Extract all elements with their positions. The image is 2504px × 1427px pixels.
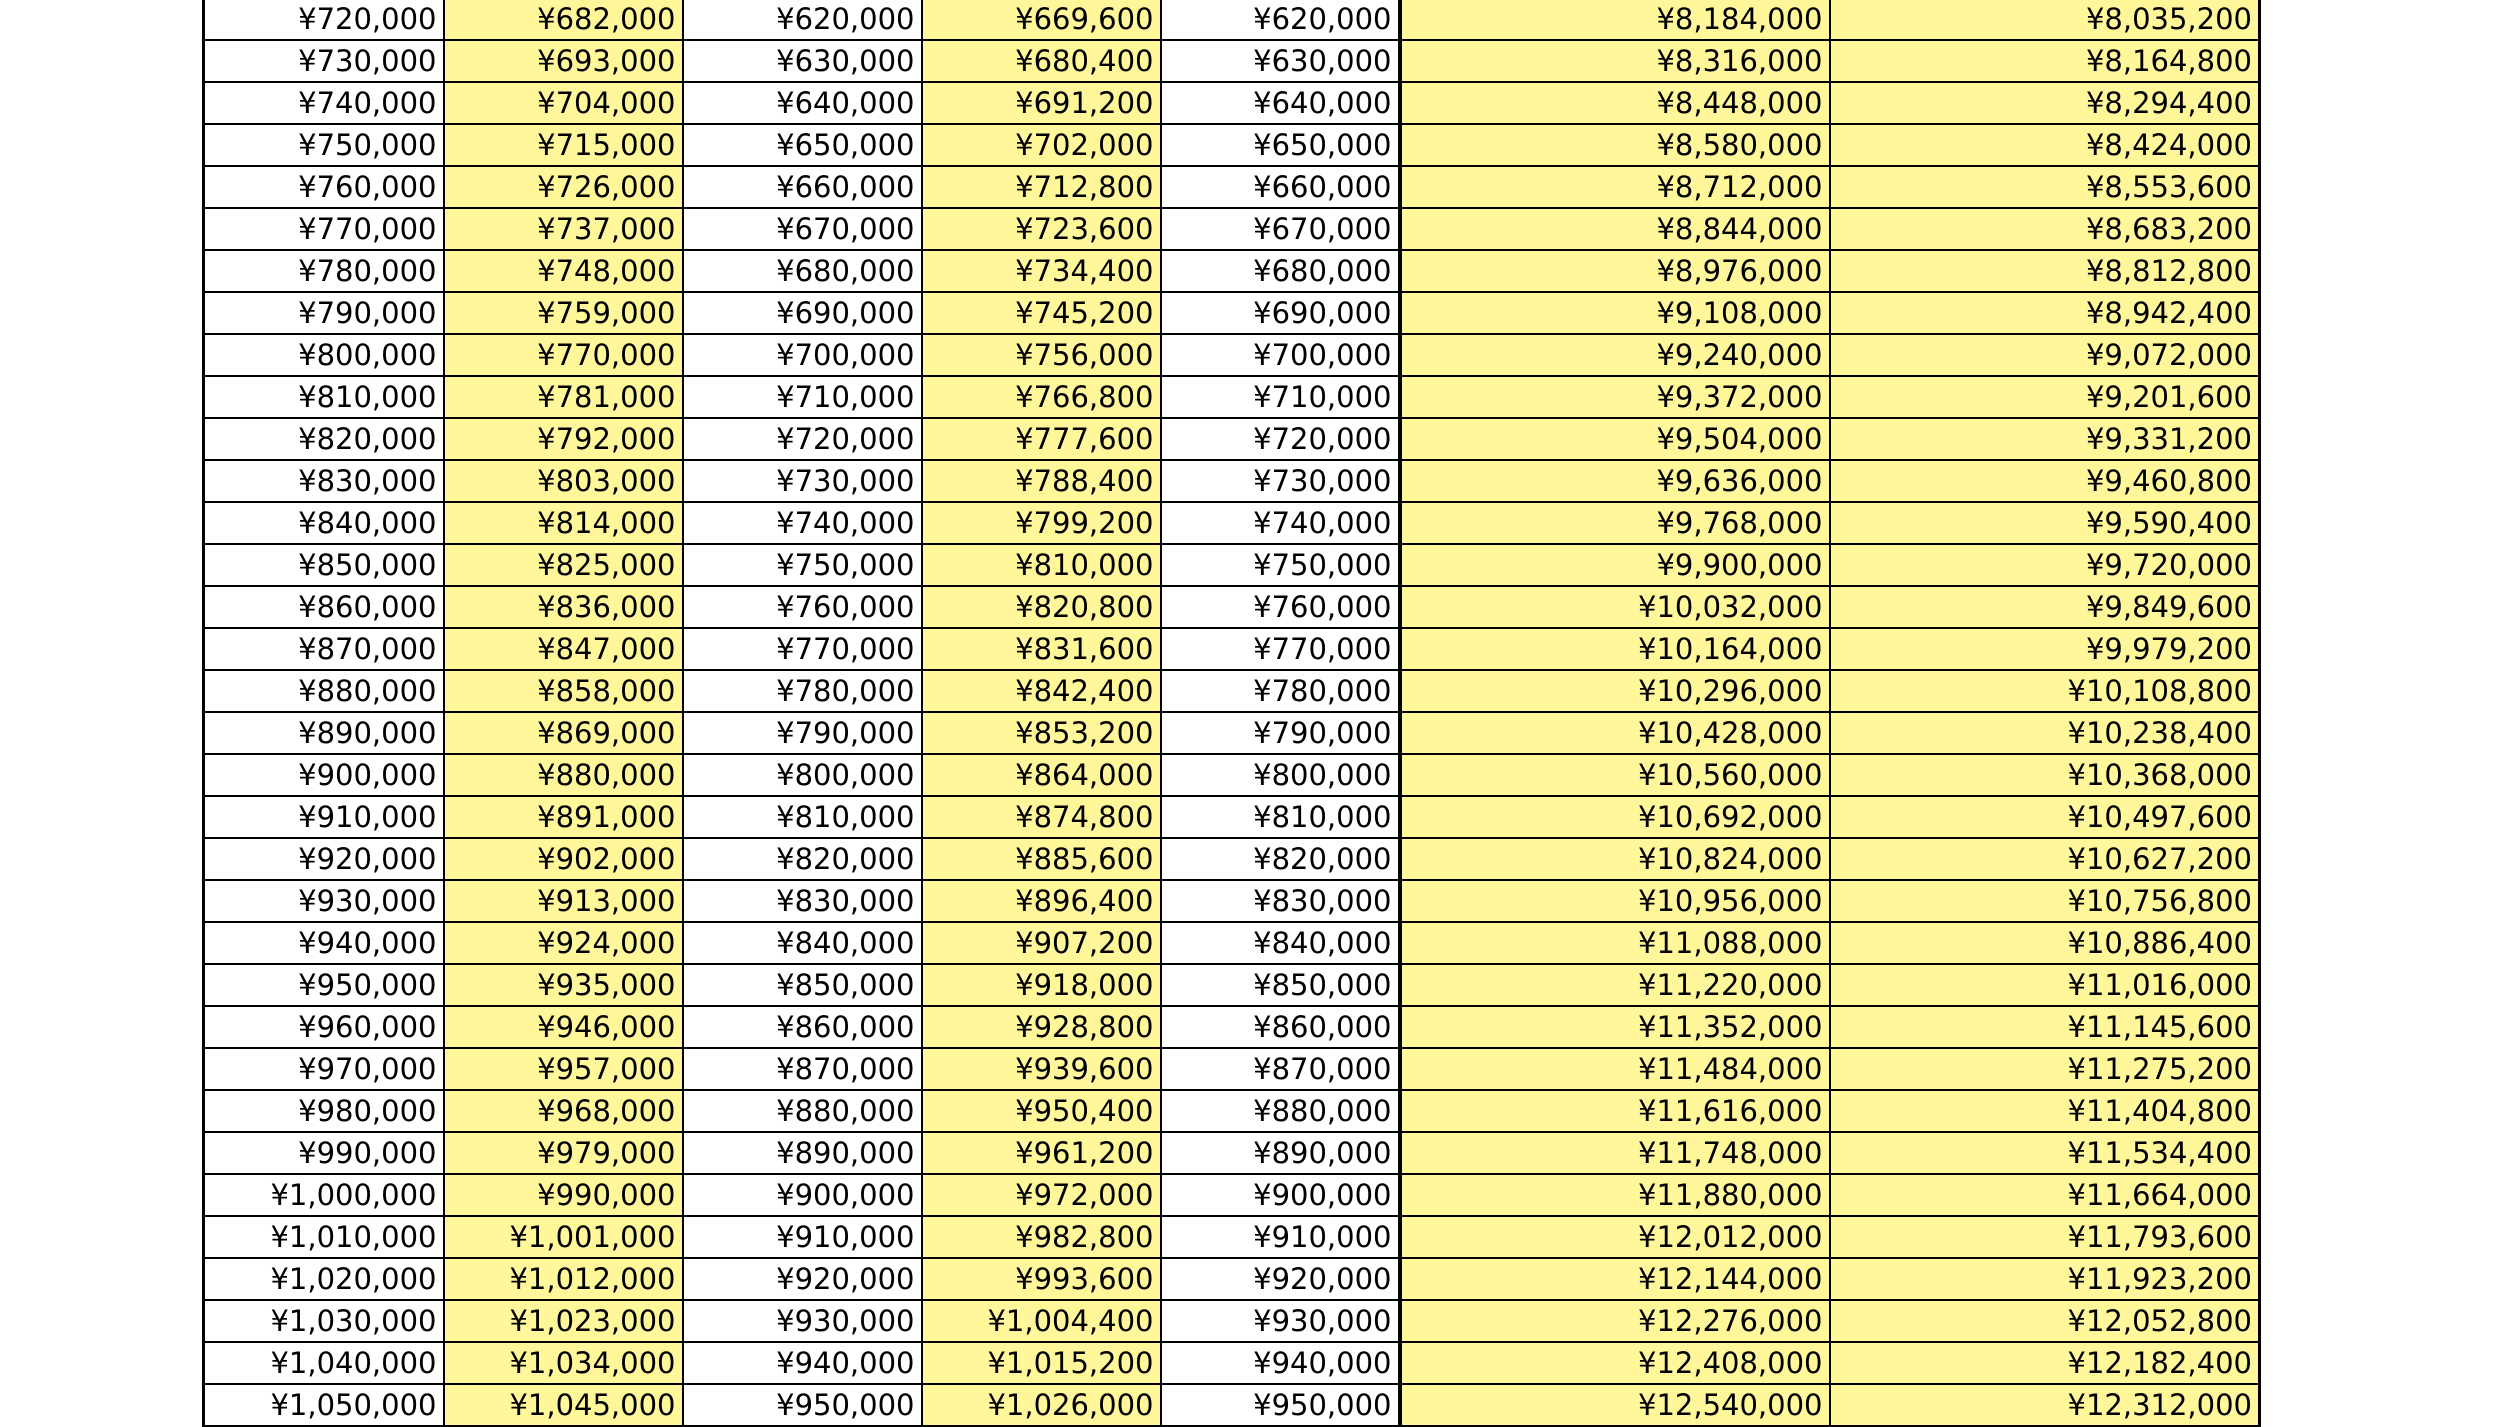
amount-col2-cell[interactable]: ¥737,000	[444, 208, 683, 250]
amount-col4-cell[interactable]: ¥810,000	[922, 544, 1161, 586]
amount-col3-cell[interactable]: ¥940,000	[683, 1342, 922, 1384]
annual-amount-cell[interactable]: ¥9,900,000	[1400, 544, 1830, 586]
amount-col4-cell[interactable]: ¥885,600	[922, 838, 1161, 880]
annual-amount-col7-cell[interactable]: ¥11,145,600	[1830, 1006, 2260, 1048]
annual-amount-cell[interactable]: ¥12,540,000	[1400, 1384, 1830, 1426]
annual-amount-col7-cell[interactable]: ¥12,182,400	[1830, 1342, 2260, 1384]
table-row	[204, 1132, 2260, 1174]
monthly-amount-cell[interactable]: ¥990,000	[204, 1132, 444, 1174]
amount-col2-cell[interactable]: ¥759,000	[444, 292, 683, 334]
monthly-amount-cell[interactable]: ¥750,000	[204, 124, 444, 166]
amount-col3-cell[interactable]: ¥690,000	[683, 292, 922, 334]
monthly-amount-cell[interactable]: ¥790,000	[204, 292, 444, 334]
amount-col4-cell[interactable]: ¥669,600	[922, 0, 1161, 40]
amount-col2-cell[interactable]: ¥704,000	[444, 82, 683, 124]
annual-amount-cell[interactable]: ¥8,976,000	[1400, 250, 1830, 292]
amount-col2-cell[interactable]: ¥891,000	[444, 796, 683, 838]
amount-col2-cell[interactable]: ¥924,000	[444, 922, 683, 964]
table-row	[204, 502, 2260, 544]
amount-col4-cell[interactable]: ¥961,200	[922, 1132, 1161, 1174]
amount-col3-cell[interactable]: ¥620,000	[683, 0, 922, 40]
amount-col3-cell[interactable]: ¥820,000	[683, 838, 922, 880]
annual-amount-col7-cell[interactable]: ¥9,460,800	[1830, 460, 2260, 502]
annual-amount-cell[interactable]: ¥11,220,000	[1400, 964, 1830, 1006]
amount-col3-cell[interactable]: ¥830,000	[683, 880, 922, 922]
annual-amount-col7-cell[interactable]: ¥12,312,000	[1830, 1384, 2260, 1426]
amount-col5-cell[interactable]: ¥940,000	[1161, 1342, 1400, 1384]
annual-amount-cell[interactable]: ¥8,316,000	[1400, 40, 1830, 82]
amount-col4-cell[interactable]: ¥864,000	[922, 754, 1161, 796]
amount-col3-cell[interactable]: ¥750,000	[683, 544, 922, 586]
monthly-amount-cell[interactable]: ¥870,000	[204, 628, 444, 670]
annual-amount-cell[interactable]: ¥10,692,000	[1400, 796, 1830, 838]
amount-col2-cell[interactable]: ¥792,000	[444, 418, 683, 460]
amount-col5-cell[interactable]: ¥710,000	[1161, 376, 1400, 418]
amount-col5-cell[interactable]: ¥640,000	[1161, 82, 1400, 124]
amount-col4-cell[interactable]: ¥1,004,400	[922, 1300, 1161, 1342]
monthly-amount-cell[interactable]: ¥770,000	[204, 208, 444, 250]
amount-col5-cell[interactable]: ¥890,000	[1161, 1132, 1400, 1174]
table-row	[204, 1342, 2260, 1384]
annual-amount-cell[interactable]: ¥11,352,000	[1400, 1006, 1830, 1048]
annual-amount-cell[interactable]: ¥9,372,000	[1400, 376, 1830, 418]
annual-amount-col7-cell[interactable]: ¥9,201,600	[1830, 376, 2260, 418]
annual-amount-col7-cell[interactable]: ¥10,497,600	[1830, 796, 2260, 838]
amount-col4-cell[interactable]: ¥831,600	[922, 628, 1161, 670]
monthly-amount-cell[interactable]: ¥730,000	[204, 40, 444, 82]
table-row	[204, 1216, 2260, 1258]
table-row	[204, 418, 2260, 460]
annual-amount-col7-cell[interactable]: ¥11,534,400	[1830, 1132, 2260, 1174]
table-row	[204, 1048, 2260, 1090]
amount-col5-cell[interactable]: ¥630,000	[1161, 40, 1400, 82]
amount-col3-cell[interactable]: ¥770,000	[683, 628, 922, 670]
annual-amount-col7-cell[interactable]: ¥8,424,000	[1830, 124, 2260, 166]
amount-col3-cell[interactable]: ¥920,000	[683, 1258, 922, 1300]
annual-amount-col7-cell[interactable]: ¥10,627,200	[1830, 838, 2260, 880]
table-row	[204, 1006, 2260, 1048]
amount-col3-cell[interactable]: ¥780,000	[683, 670, 922, 712]
amount-col3-cell[interactable]: ¥640,000	[683, 82, 922, 124]
amount-col3-cell[interactable]: ¥740,000	[683, 502, 922, 544]
amount-col2-cell[interactable]: ¥693,000	[444, 40, 683, 82]
monthly-amount-cell[interactable]: ¥1,050,000	[204, 1384, 444, 1426]
annual-amount-col7-cell[interactable]: ¥9,979,200	[1830, 628, 2260, 670]
amount-col3-cell[interactable]: ¥930,000	[683, 1300, 922, 1342]
table-row	[204, 838, 2260, 880]
amount-col4-cell[interactable]: ¥842,400	[922, 670, 1161, 712]
monthly-amount-cell[interactable]: ¥930,000	[204, 880, 444, 922]
table-row	[204, 1258, 2260, 1300]
amount-col2-cell[interactable]: ¥869,000	[444, 712, 683, 754]
salary-table	[202, 0, 2261, 1427]
amount-col2-cell[interactable]: ¥990,000	[444, 1174, 683, 1216]
amount-col2-cell[interactable]: ¥1,012,000	[444, 1258, 683, 1300]
table-row	[204, 124, 2260, 166]
annual-amount-cell[interactable]: ¥10,560,000	[1400, 754, 1830, 796]
monthly-amount-cell[interactable]: ¥1,040,000	[204, 1342, 444, 1384]
monthly-amount-cell[interactable]: ¥830,000	[204, 460, 444, 502]
amount-col4-cell[interactable]: ¥691,200	[922, 82, 1161, 124]
amount-col2-cell[interactable]: ¥1,034,000	[444, 1342, 683, 1384]
annual-amount-col7-cell[interactable]: ¥9,849,600	[1830, 586, 2260, 628]
monthly-amount-cell[interactable]: ¥890,000	[204, 712, 444, 754]
table-row	[204, 796, 2260, 838]
monthly-amount-cell[interactable]: ¥850,000	[204, 544, 444, 586]
amount-col4-cell[interactable]: ¥896,400	[922, 880, 1161, 922]
annual-amount-col7-cell[interactable]: ¥8,812,800	[1830, 250, 2260, 292]
annual-amount-cell[interactable]: ¥11,748,000	[1400, 1132, 1830, 1174]
amount-col3-cell[interactable]: ¥680,000	[683, 250, 922, 292]
amount-col2-cell[interactable]: ¥935,000	[444, 964, 683, 1006]
monthly-amount-cell[interactable]: ¥1,030,000	[204, 1300, 444, 1342]
amount-col2-cell[interactable]: ¥957,000	[444, 1048, 683, 1090]
amount-col4-cell[interactable]: ¥950,400	[922, 1090, 1161, 1132]
amount-col4-cell[interactable]: ¥702,000	[922, 124, 1161, 166]
table-row	[204, 922, 2260, 964]
annual-amount-cell[interactable]: ¥10,164,000	[1400, 628, 1830, 670]
amount-col3-cell[interactable]: ¥900,000	[683, 1174, 922, 1216]
monthly-amount-cell[interactable]: ¥1,000,000	[204, 1174, 444, 1216]
amount-col2-cell[interactable]: ¥979,000	[444, 1132, 683, 1174]
amount-col4-cell[interactable]: ¥928,800	[922, 1006, 1161, 1048]
amount-col4-cell[interactable]: ¥799,200	[922, 502, 1161, 544]
monthly-amount-cell[interactable]: ¥740,000	[204, 82, 444, 124]
monthly-amount-cell[interactable]: ¥860,000	[204, 586, 444, 628]
table-row	[204, 250, 2260, 292]
table-row	[204, 628, 2260, 670]
annual-amount-col7-cell[interactable]: ¥9,331,200	[1830, 418, 2260, 460]
amount-col3-cell[interactable]: ¥700,000	[683, 334, 922, 376]
amount-col4-cell[interactable]: ¥918,000	[922, 964, 1161, 1006]
amount-col5-cell[interactable]: ¥880,000	[1161, 1090, 1400, 1132]
amount-col5-cell[interactable]: ¥620,000	[1161, 0, 1400, 40]
table-row	[204, 208, 2260, 250]
table-row	[204, 40, 2260, 82]
amount-col2-cell[interactable]: ¥902,000	[444, 838, 683, 880]
table-body	[204, 0, 2260, 1426]
amount-col2-cell[interactable]: ¥858,000	[444, 670, 683, 712]
annual-amount-col7-cell[interactable]: ¥10,756,800	[1830, 880, 2260, 922]
annual-amount-col7-cell[interactable]: ¥9,072,000	[1830, 334, 2260, 376]
amount-col4-cell[interactable]: ¥1,026,000	[922, 1384, 1161, 1426]
annual-amount-cell[interactable]: ¥11,484,000	[1400, 1048, 1830, 1090]
amount-col5-cell[interactable]: ¥770,000	[1161, 628, 1400, 670]
annual-amount-col7-cell[interactable]: ¥11,793,600	[1830, 1216, 2260, 1258]
amount-col5-cell[interactable]: ¥780,000	[1161, 670, 1400, 712]
amount-col3-cell[interactable]: ¥650,000	[683, 124, 922, 166]
monthly-amount-cell[interactable]: ¥800,000	[204, 334, 444, 376]
monthly-amount-cell[interactable]: ¥1,020,000	[204, 1258, 444, 1300]
amount-col5-cell[interactable]: ¥840,000	[1161, 922, 1400, 964]
amount-col4-cell[interactable]: ¥756,000	[922, 334, 1161, 376]
annual-amount-cell[interactable]: ¥10,296,000	[1400, 670, 1830, 712]
amount-col5-cell[interactable]: ¥750,000	[1161, 544, 1400, 586]
amount-col5-cell[interactable]: ¥700,000	[1161, 334, 1400, 376]
annual-amount-col7-cell[interactable]: ¥8,164,800	[1830, 40, 2260, 82]
annual-amount-cell[interactable]: ¥8,712,000	[1400, 166, 1830, 208]
annual-amount-col7-cell[interactable]: ¥11,016,000	[1830, 964, 2260, 1006]
amount-col3-cell[interactable]: ¥890,000	[683, 1132, 922, 1174]
amount-col2-cell[interactable]: ¥814,000	[444, 502, 683, 544]
annual-amount-col7-cell[interactable]: ¥11,404,800	[1830, 1090, 2260, 1132]
amount-col5-cell[interactable]: ¥650,000	[1161, 124, 1400, 166]
amount-col4-cell[interactable]: ¥1,015,200	[922, 1342, 1161, 1384]
amount-col2-cell[interactable]: ¥880,000	[444, 754, 683, 796]
amount-col4-cell[interactable]: ¥820,800	[922, 586, 1161, 628]
amount-col5-cell[interactable]: ¥820,000	[1161, 838, 1400, 880]
amount-col3-cell[interactable]: ¥660,000	[683, 166, 922, 208]
amount-col2-cell[interactable]: ¥968,000	[444, 1090, 683, 1132]
amount-col2-cell[interactable]: ¥748,000	[444, 250, 683, 292]
monthly-amount-cell[interactable]: ¥980,000	[204, 1090, 444, 1132]
monthly-amount-cell[interactable]: ¥950,000	[204, 964, 444, 1006]
annual-amount-cell[interactable]: ¥9,108,000	[1400, 292, 1830, 334]
monthly-amount-cell[interactable]: ¥760,000	[204, 166, 444, 208]
monthly-amount-cell[interactable]: ¥970,000	[204, 1048, 444, 1090]
annual-amount-cell[interactable]: ¥9,768,000	[1400, 502, 1830, 544]
amount-col3-cell[interactable]: ¥910,000	[683, 1216, 922, 1258]
annual-amount-col7-cell[interactable]: ¥8,553,600	[1830, 166, 2260, 208]
amount-col3-cell[interactable]: ¥630,000	[683, 40, 922, 82]
amount-col3-cell[interactable]: ¥870,000	[683, 1048, 922, 1090]
table-row	[204, 166, 2260, 208]
amount-col5-cell[interactable]: ¥660,000	[1161, 166, 1400, 208]
amount-col4-cell[interactable]: ¥972,000	[922, 1174, 1161, 1216]
amount-col4-cell[interactable]: ¥766,800	[922, 376, 1161, 418]
amount-col5-cell[interactable]: ¥930,000	[1161, 1300, 1400, 1342]
annual-amount-cell[interactable]: ¥10,032,000	[1400, 586, 1830, 628]
amount-col5-cell[interactable]: ¥830,000	[1161, 880, 1400, 922]
annual-amount-cell[interactable]: ¥12,408,000	[1400, 1342, 1830, 1384]
annual-amount-cell[interactable]: ¥8,184,000	[1400, 0, 1830, 40]
annual-amount-cell[interactable]: ¥8,580,000	[1400, 124, 1830, 166]
annual-amount-cell[interactable]: ¥11,880,000	[1400, 1174, 1830, 1216]
amount-col3-cell[interactable]: ¥760,000	[683, 586, 922, 628]
amount-col4-cell[interactable]: ¥993,600	[922, 1258, 1161, 1300]
table-row	[204, 1090, 2260, 1132]
amount-col3-cell[interactable]: ¥790,000	[683, 712, 922, 754]
monthly-amount-cell[interactable]: ¥960,000	[204, 1006, 444, 1048]
annual-amount-col7-cell[interactable]: ¥8,294,400	[1830, 82, 2260, 124]
table-row	[204, 1384, 2260, 1426]
amount-col2-cell[interactable]: ¥803,000	[444, 460, 683, 502]
amount-col5-cell[interactable]: ¥870,000	[1161, 1048, 1400, 1090]
table-row	[204, 880, 2260, 922]
amount-col3-cell[interactable]: ¥860,000	[683, 1006, 922, 1048]
amount-col2-cell[interactable]: ¥715,000	[444, 124, 683, 166]
annual-amount-col7-cell[interactable]: ¥8,942,400	[1830, 292, 2260, 334]
monthly-amount-cell[interactable]: ¥880,000	[204, 670, 444, 712]
table-row	[204, 376, 2260, 418]
annual-amount-cell[interactable]: ¥9,636,000	[1400, 460, 1830, 502]
annual-amount-cell[interactable]: ¥12,144,000	[1400, 1258, 1830, 1300]
amount-col4-cell[interactable]: ¥874,800	[922, 796, 1161, 838]
amount-col5-cell[interactable]: ¥670,000	[1161, 208, 1400, 250]
amount-col4-cell[interactable]: ¥907,200	[922, 922, 1161, 964]
amount-col3-cell[interactable]: ¥710,000	[683, 376, 922, 418]
monthly-amount-cell[interactable]: ¥840,000	[204, 502, 444, 544]
amount-col5-cell[interactable]: ¥790,000	[1161, 712, 1400, 754]
amount-col5-cell[interactable]: ¥910,000	[1161, 1216, 1400, 1258]
annual-amount-col7-cell[interactable]: ¥10,886,400	[1830, 922, 2260, 964]
table-row	[204, 334, 2260, 376]
annual-amount-cell[interactable]: ¥8,448,000	[1400, 82, 1830, 124]
table-row	[204, 964, 2260, 1006]
amount-col2-cell[interactable]: ¥770,000	[444, 334, 683, 376]
amount-col3-cell[interactable]: ¥880,000	[683, 1090, 922, 1132]
amount-col2-cell[interactable]: ¥781,000	[444, 376, 683, 418]
amount-col2-cell[interactable]: ¥913,000	[444, 880, 683, 922]
amount-col4-cell[interactable]: ¥723,600	[922, 208, 1161, 250]
annual-amount-col7-cell[interactable]: ¥8,683,200	[1830, 208, 2260, 250]
amount-col2-cell[interactable]: ¥682,000	[444, 0, 683, 40]
monthly-amount-cell[interactable]: ¥1,010,000	[204, 1216, 444, 1258]
monthly-amount-cell[interactable]: ¥810,000	[204, 376, 444, 418]
annual-amount-cell[interactable]: ¥11,616,000	[1400, 1090, 1830, 1132]
table-row	[204, 670, 2260, 712]
amount-col4-cell[interactable]: ¥777,600	[922, 418, 1161, 460]
table-row	[204, 1174, 2260, 1216]
annual-amount-cell[interactable]: ¥9,504,000	[1400, 418, 1830, 460]
table-row	[204, 0, 2260, 40]
annual-amount-col7-cell[interactable]: ¥10,238,400	[1830, 712, 2260, 754]
amount-col5-cell[interactable]: ¥690,000	[1161, 292, 1400, 334]
monthly-amount-cell[interactable]: ¥900,000	[204, 754, 444, 796]
amount-col2-cell[interactable]: ¥1,001,000	[444, 1216, 683, 1258]
amount-col3-cell[interactable]: ¥810,000	[683, 796, 922, 838]
monthly-amount-cell[interactable]: ¥920,000	[204, 838, 444, 880]
amount-col5-cell[interactable]: ¥920,000	[1161, 1258, 1400, 1300]
amount-col2-cell[interactable]: ¥825,000	[444, 544, 683, 586]
amount-col2-cell[interactable]: ¥847,000	[444, 628, 683, 670]
amount-col3-cell[interactable]: ¥950,000	[683, 1384, 922, 1426]
monthly-amount-cell[interactable]: ¥910,000	[204, 796, 444, 838]
amount-col3-cell[interactable]: ¥850,000	[683, 964, 922, 1006]
table-row	[204, 460, 2260, 502]
amount-col3-cell[interactable]: ¥800,000	[683, 754, 922, 796]
annual-amount-cell[interactable]: ¥10,956,000	[1400, 880, 1830, 922]
table-row	[204, 544, 2260, 586]
annual-amount-col7-cell[interactable]: ¥9,720,000	[1830, 544, 2260, 586]
annual-amount-col7-cell[interactable]: ¥10,368,000	[1830, 754, 2260, 796]
amount-col4-cell[interactable]: ¥982,800	[922, 1216, 1161, 1258]
amount-col2-cell[interactable]: ¥726,000	[444, 166, 683, 208]
amount-col5-cell[interactable]: ¥810,000	[1161, 796, 1400, 838]
annual-amount-cell[interactable]: ¥8,844,000	[1400, 208, 1830, 250]
annual-amount-cell[interactable]: ¥11,088,000	[1400, 922, 1830, 964]
monthly-amount-cell[interactable]: ¥820,000	[204, 418, 444, 460]
amount-col2-cell[interactable]: ¥836,000	[444, 586, 683, 628]
table-row	[204, 712, 2260, 754]
amount-col2-cell[interactable]: ¥1,023,000	[444, 1300, 683, 1342]
annual-amount-col7-cell[interactable]: ¥11,923,200	[1830, 1258, 2260, 1300]
amount-col4-cell[interactable]: ¥745,200	[922, 292, 1161, 334]
amount-col3-cell[interactable]: ¥840,000	[683, 922, 922, 964]
annual-amount-cell[interactable]: ¥10,428,000	[1400, 712, 1830, 754]
amount-col4-cell[interactable]: ¥788,400	[922, 460, 1161, 502]
amount-col3-cell[interactable]: ¥730,000	[683, 460, 922, 502]
annual-amount-col7-cell[interactable]: ¥11,664,000	[1830, 1174, 2260, 1216]
annual-amount-cell[interactable]: ¥12,012,000	[1400, 1216, 1830, 1258]
monthly-amount-cell[interactable]: ¥940,000	[204, 922, 444, 964]
annual-amount-cell[interactable]: ¥10,824,000	[1400, 838, 1830, 880]
amount-col5-cell[interactable]: ¥900,000	[1161, 1174, 1400, 1216]
amount-col5-cell[interactable]: ¥850,000	[1161, 964, 1400, 1006]
table-row	[204, 292, 2260, 334]
amount-col5-cell[interactable]: ¥860,000	[1161, 1006, 1400, 1048]
annual-amount-col7-cell[interactable]: ¥8,035,200	[1830, 0, 2260, 40]
amount-col4-cell[interactable]: ¥734,400	[922, 250, 1161, 292]
amount-col4-cell[interactable]: ¥939,600	[922, 1048, 1161, 1090]
table-row	[204, 754, 2260, 796]
amount-col2-cell[interactable]: ¥946,000	[444, 1006, 683, 1048]
amount-col4-cell[interactable]: ¥853,200	[922, 712, 1161, 754]
amount-col3-cell[interactable]: ¥670,000	[683, 208, 922, 250]
annual-amount-col7-cell[interactable]: ¥12,052,800	[1830, 1300, 2260, 1342]
amount-col5-cell[interactable]: ¥730,000	[1161, 460, 1400, 502]
amount-col5-cell[interactable]: ¥800,000	[1161, 754, 1400, 796]
annual-amount-col7-cell[interactable]: ¥9,590,400	[1830, 502, 2260, 544]
amount-col5-cell[interactable]: ¥740,000	[1161, 502, 1400, 544]
amount-col3-cell[interactable]: ¥720,000	[683, 418, 922, 460]
monthly-amount-cell[interactable]: ¥780,000	[204, 250, 444, 292]
amount-col5-cell[interactable]: ¥680,000	[1161, 250, 1400, 292]
table-row	[204, 1300, 2260, 1342]
table-row	[204, 586, 2260, 628]
monthly-amount-cell[interactable]: ¥720,000	[204, 0, 444, 40]
amount-col4-cell[interactable]: ¥712,800	[922, 166, 1161, 208]
amount-col5-cell[interactable]: ¥760,000	[1161, 586, 1400, 628]
amount-col5-cell[interactable]: ¥950,000	[1161, 1384, 1400, 1426]
table-row	[204, 82, 2260, 124]
annual-amount-col7-cell[interactable]: ¥10,108,800	[1830, 670, 2260, 712]
annual-amount-cell[interactable]: ¥12,276,000	[1400, 1300, 1830, 1342]
amount-col5-cell[interactable]: ¥720,000	[1161, 418, 1400, 460]
amount-col4-cell[interactable]: ¥680,400	[922, 40, 1161, 82]
annual-amount-col7-cell[interactable]: ¥11,275,200	[1830, 1048, 2260, 1090]
amount-col2-cell[interactable]: ¥1,045,000	[444, 1384, 683, 1426]
annual-amount-cell[interactable]: ¥9,240,000	[1400, 334, 1830, 376]
